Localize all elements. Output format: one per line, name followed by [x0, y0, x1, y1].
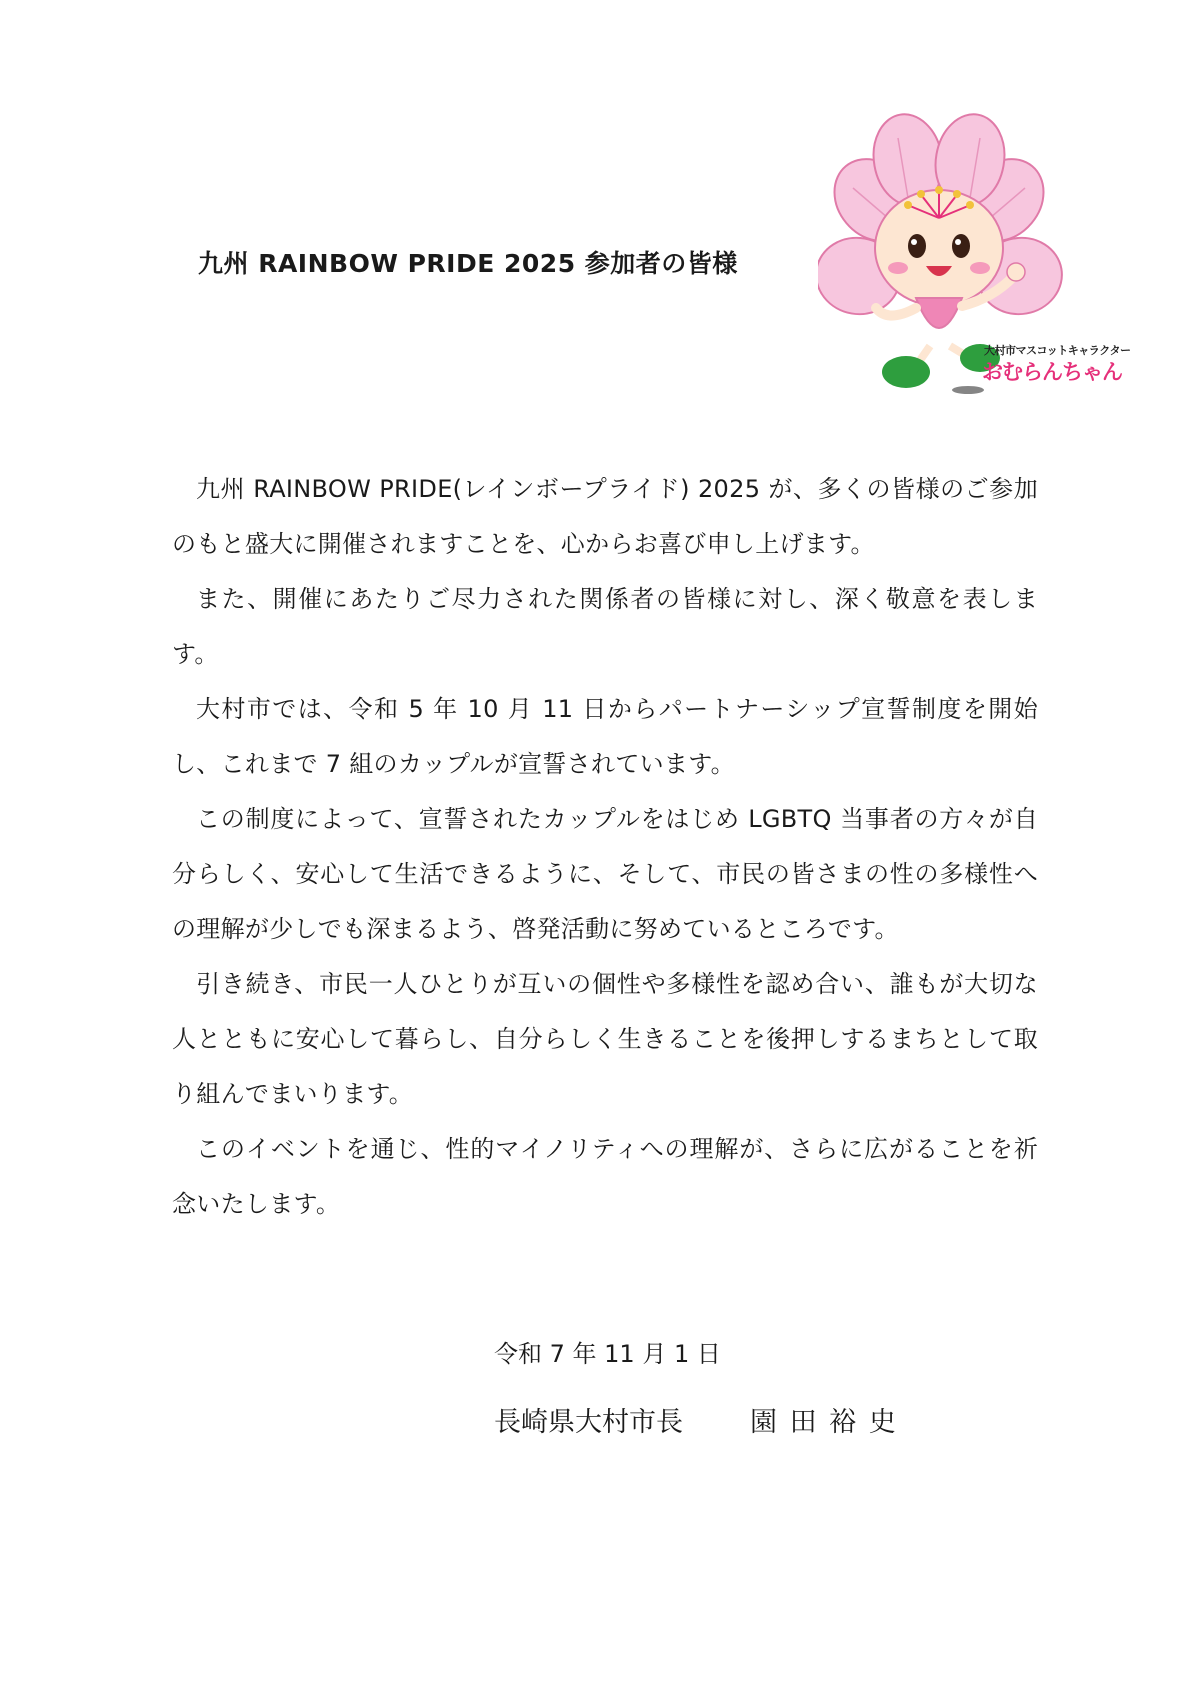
- body-paragraph: 九州 RAINBOW PRIDE(レインボープライド) 2025 が、多くの皆様のご参加のもと盛大に開催されますことを、心からお喜び申し上げます。: [172, 475, 1038, 558]
- signatory-title: 長崎県大村市長: [494, 1407, 683, 1438]
- letter-title: 九州 RAINBOW PRIDE 2025 参加者の皆様: [198, 249, 738, 278]
- body-paragraph: このイベントを通じ、性的マイノリティへの理解が、さらに広がることを祈念いたします。: [172, 1135, 1038, 1218]
- letter-date: 令和 7 年 11 月 1 日: [494, 1340, 721, 1368]
- mascot-name: おむらんちゃん: [982, 360, 1122, 384]
- signatory-name: 園 田 裕 史: [750, 1407, 898, 1438]
- mascot-caption: 大村市マスコットキャラクター: [984, 344, 1131, 357]
- body-paragraph: また、開催にあたりご尽力された関係者の皆様に対し、深く敬意を表します。: [172, 585, 1038, 668]
- body-paragraph: この制度によって、宣誓されたカップルをはじめ LGBTQ 当事者の方々が自分らしく、安心して生活できるように、そして、市民の皆さまの性の多様性への理解が少しでも深まるよう、啓発活動に努めているところです。: [172, 805, 1038, 943]
- signature-block: [494, 1400, 898, 1439]
- letter-body: [172, 462, 1038, 1232]
- body-paragraph: 引き続き、市民一人ひとりが互いの個性や多様性を認め合い、誰もが大切な人とともに安心して暮らし、自分らしく生きることを後押しするまちとして取り組んでまいります。: [172, 970, 1038, 1108]
- body-paragraph: 大村市では、令和 5 年 10 月 11 日からパートナーシップ宣誓制度を開始し、これまで 7 組のカップルが宣誓されています。: [172, 695, 1038, 778]
